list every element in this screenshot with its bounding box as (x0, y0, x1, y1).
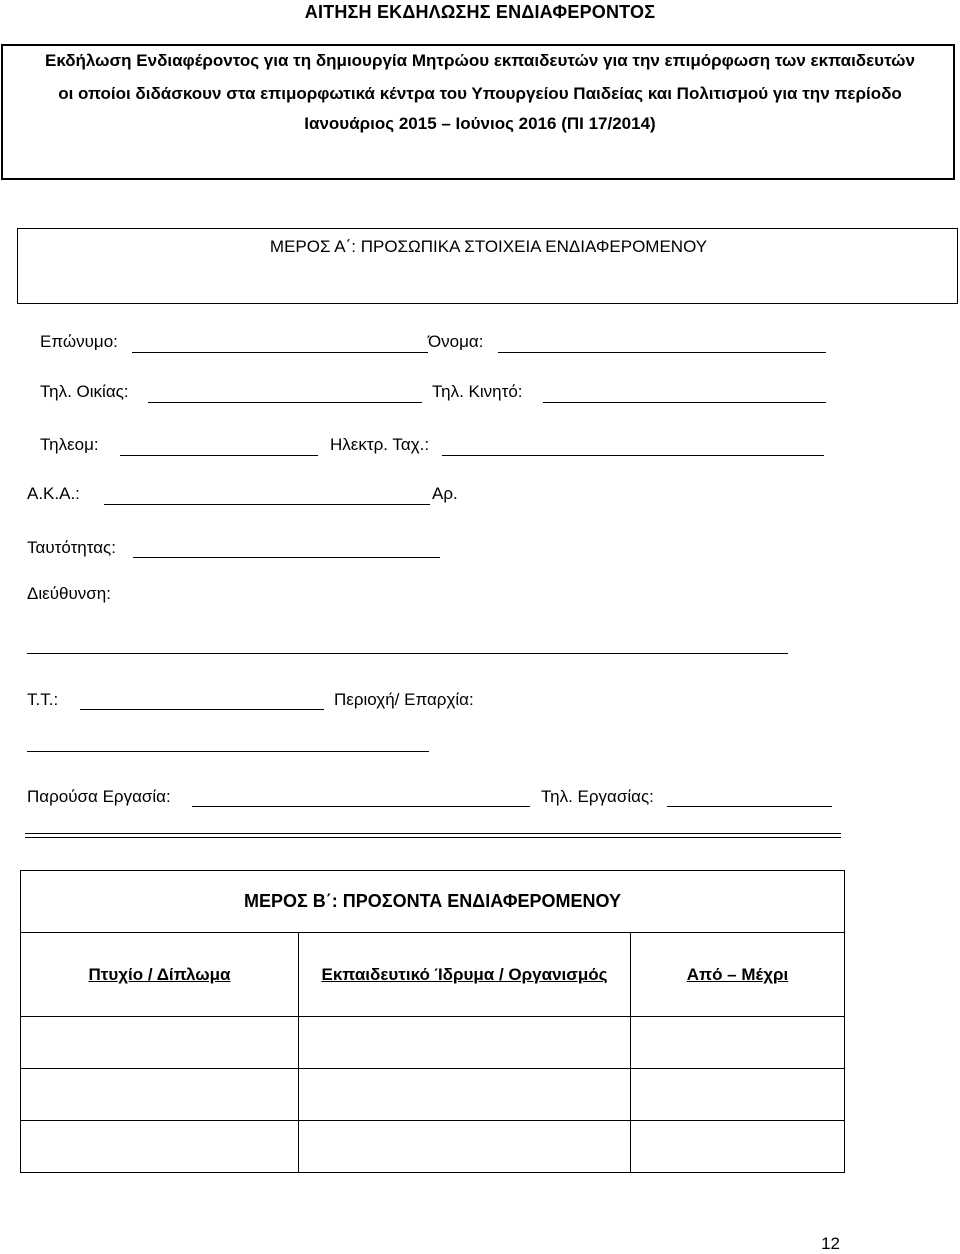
district-label: Περιοχή/ Επαρχία: (334, 690, 474, 709)
table-row (21, 1069, 845, 1121)
district-field[interactable] (27, 751, 429, 752)
current-job-label: Παρούσα Εργασία: (27, 787, 171, 806)
name-label: Όνομα: (428, 332, 484, 351)
address-label: Διεύθυνση: (27, 584, 111, 603)
part-b-title: ΜΕΡΟΣ Β΄: ΠΡΟΣΟΝΤΑ ΕΝΔΙΑΦΕΡΟΜΕΝΟΥ (21, 871, 845, 933)
work-phone-field[interactable] (667, 806, 832, 807)
period-cell[interactable] (631, 1069, 845, 1121)
announcement-line-2: οι οποίοι διδάσκουν στα επιμορφωτικά κέντρα του Υπουργείου Παιδείας και Πολιτισμού για την περίοδο (58, 84, 902, 103)
mobile-field[interactable] (543, 402, 826, 403)
fax-label: Τηλεομ: (40, 435, 99, 454)
institution-cell[interactable] (299, 1121, 631, 1173)
work-phone-label: Τηλ. Εργασίας: (541, 787, 654, 806)
announcement-box (1, 44, 955, 180)
aka-field[interactable] (104, 504, 430, 505)
name-field[interactable] (498, 352, 826, 353)
qualifications-table (20, 870, 845, 1173)
column-period: Από – Μέχρι (631, 933, 845, 1017)
email-label: Ηλεκτρ. Ταχ.: (330, 435, 430, 454)
home-phone-field[interactable] (148, 402, 422, 403)
institution-cell[interactable] (299, 1017, 631, 1069)
postcode-label: Τ.Τ.: (27, 690, 59, 709)
postcode-field[interactable] (80, 709, 324, 710)
column-degree: Πτυχίο / Δίπλωμα (21, 933, 299, 1017)
surname-field[interactable] (132, 352, 428, 353)
current-job-field[interactable] (192, 806, 530, 807)
page-number: 12 (821, 1234, 840, 1253)
address-field[interactable] (27, 653, 788, 654)
id-number-label: Αρ. (432, 484, 458, 503)
announcement-line-3: Ιανουάριος 2015 – Ιούνιος 2016 (ΠΙ 17/2014) (304, 114, 656, 133)
table-row (21, 1121, 845, 1173)
aka-label: Α.Κ.Α.: (27, 484, 80, 503)
institution-cell[interactable] (299, 1069, 631, 1121)
part-a-title: ΜΕΡΟΣ Α΄: ΠΡΟΣΩΠΙΚΑ ΣΤΟΙΧΕΙΑ ΕΝΔΙΑΦΕΡΟΜΕΝΟΥ (269, 237, 708, 256)
document-title: ΑΙΤΗΣΗ ΕΚΔΗΛΩΣΗΣ ΕΝΔΙΑΦΕΡΟΝΤΟΣ (304, 2, 656, 22)
fax-field[interactable] (120, 455, 318, 456)
period-cell[interactable] (631, 1017, 845, 1069)
announcement-line-1: Εκδήλωση Ενδιαφέροντος για τη δημιουργία Μητρώου εκπαιδευτών για την επιμόρφωση των εκπαιδευτών (44, 51, 915, 70)
id-card-label: Ταυτότητας: (27, 538, 116, 557)
email-field[interactable] (442, 455, 824, 456)
degree-cell[interactable] (21, 1121, 299, 1173)
id-number-field[interactable] (133, 557, 440, 558)
table-row (21, 1017, 845, 1069)
surname-label: Επώνυμο: (40, 332, 118, 351)
column-institution: Εκπαιδευτικό Ίδρυμα / Οργανισμός (299, 933, 631, 1017)
degree-cell[interactable] (21, 1017, 299, 1069)
part-a-header-box (17, 228, 958, 304)
degree-cell[interactable] (21, 1069, 299, 1121)
period-cell[interactable] (631, 1121, 845, 1173)
home-phone-label: Τηλ. Οικίας: (40, 382, 129, 401)
mobile-label: Τηλ. Κινητό: (432, 382, 523, 401)
section-divider (25, 833, 841, 838)
